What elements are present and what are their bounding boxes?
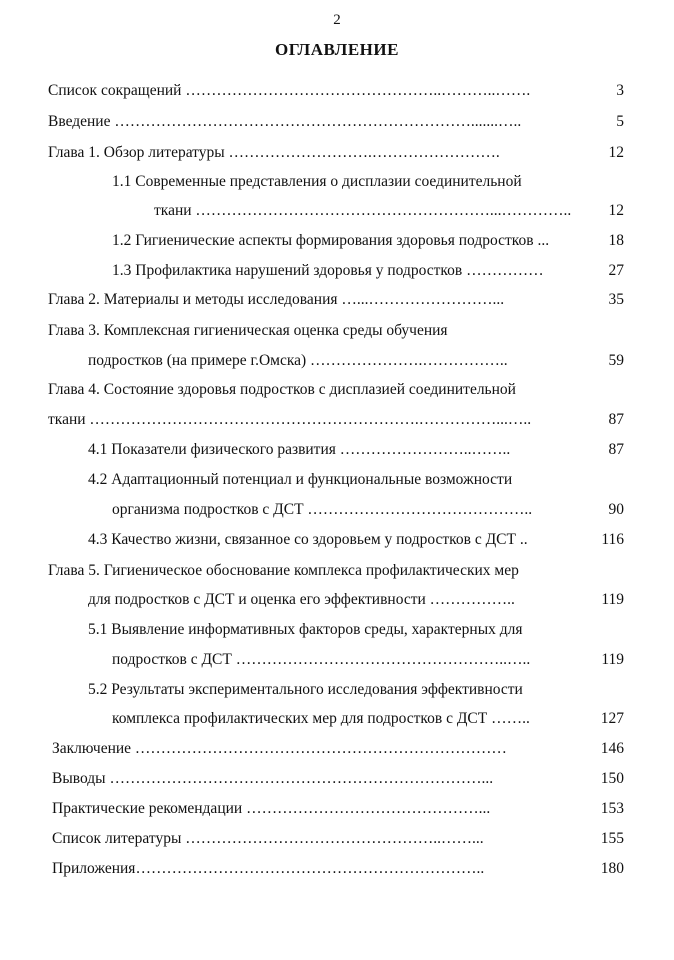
toc-entry-page: 90 [608,501,624,518]
toc-entry-text: Список сокращений …………………………………………..………..……. [48,82,531,99]
toc-entry-text: 4.2 Адаптационный потенциал и функциональные возможности [88,471,513,488]
toc-entry-page: 180 [600,860,624,877]
toc-entry-text: подростков (на примере г.Омска) ………………….…………….. [88,352,508,369]
toc-entry-page: 35 [608,291,624,308]
toc-entry-page: 3 [616,82,624,99]
toc-entry-page: 119 [601,591,624,608]
toc-entry-text: 5.1 Выявление информативных факторов среды, характерных для [88,621,523,638]
toc-entry-page: 27 [608,262,624,279]
toc-entry-text: 1.1 Современные представления о дисплазии соединительной [112,173,522,190]
toc-entry-page: 119 [601,651,624,668]
toc-entry-text: ткани …………………………………………………...………….. [154,202,572,219]
toc-entry-text: Список литературы …………………………………………..……... [52,830,484,847]
toc-entry-page: 87 [608,441,624,458]
toc-entry-page: 59 [608,352,624,369]
toc-entry-text: комплекса профилактических мер для подростков с ДСТ …….. [112,710,530,727]
toc-entry-text: 5.2 Результаты экспериментального исследования эффективности [88,681,523,698]
toc-entry-text: Практические рекомендации ………………………………………... [52,800,491,817]
toc-entry-page: 155 [600,830,624,847]
toc-entry-text: Глава 2. Материалы и методы исследования …...……………………... [48,291,505,308]
toc-entry-page: 150 [600,770,624,787]
toc-entry-page: 87 [608,411,624,428]
toc-entry-text: Заключение ……………………………………………………………… [52,740,507,757]
toc-entry-text: Глава 3. Комплексная гигиеническая оценка среды обучения [48,322,448,339]
toc-entry-text: организма подростков с ДСТ …………………………………….. [112,501,533,518]
toc-entry-page: 116 [601,531,624,548]
toc-entry-text: Глава 1. Обзор литературы ……………………….……………………. [48,144,500,161]
toc-entry-text: 1.2 Гигиенические аспекты формирования здоровья подростков ... [112,232,550,249]
toc-entry-text: ткани ……………………………………………………….……………...….. [48,411,532,428]
toc-entry-page: 5 [616,113,624,130]
toc-entry-text: 4.3 Качество жизни, связанное со здоровьем у подростков с ДСТ .. [88,531,528,548]
toc-entry-page: 18 [608,232,624,249]
toc-entry-text: Выводы ………………………………………………………………... [52,770,494,787]
page-number: 2 [333,12,341,28]
toc-entry-text: Глава 4. Состояние здоровья подростков с дисплазией соединительной [48,381,516,398]
toc-entry-text: 1.3 Профилактика нарушений здоровья у подростков …………… [112,262,544,279]
toc-entry-text: Введение …………………………………………………………….......….. [48,113,522,130]
toc-entry-page: 127 [600,710,624,727]
toc-title: ОГЛАВЛЕНИЕ [275,40,399,59]
toc-entry-text: 4.1 Показатели физического развития ……………………..…….. [88,441,511,458]
toc-entry-page: 12 [608,144,624,161]
toc-entry-page: 12 [608,202,624,219]
toc-entry-text: Глава 5. Гигиеническое обоснование комплекса профилактических мер [48,562,519,579]
toc-entry-text: Приложения………………………………………………………….. [52,860,485,877]
toc-entry-page: 146 [600,740,624,757]
toc-entry-page: 153 [600,800,624,817]
toc-entry-text: для подростков с ДСТ и оценка его эффективности …………….. [88,591,515,608]
toc-entry-text: подростков с ДСТ ……………………………………………..….. [112,651,531,668]
